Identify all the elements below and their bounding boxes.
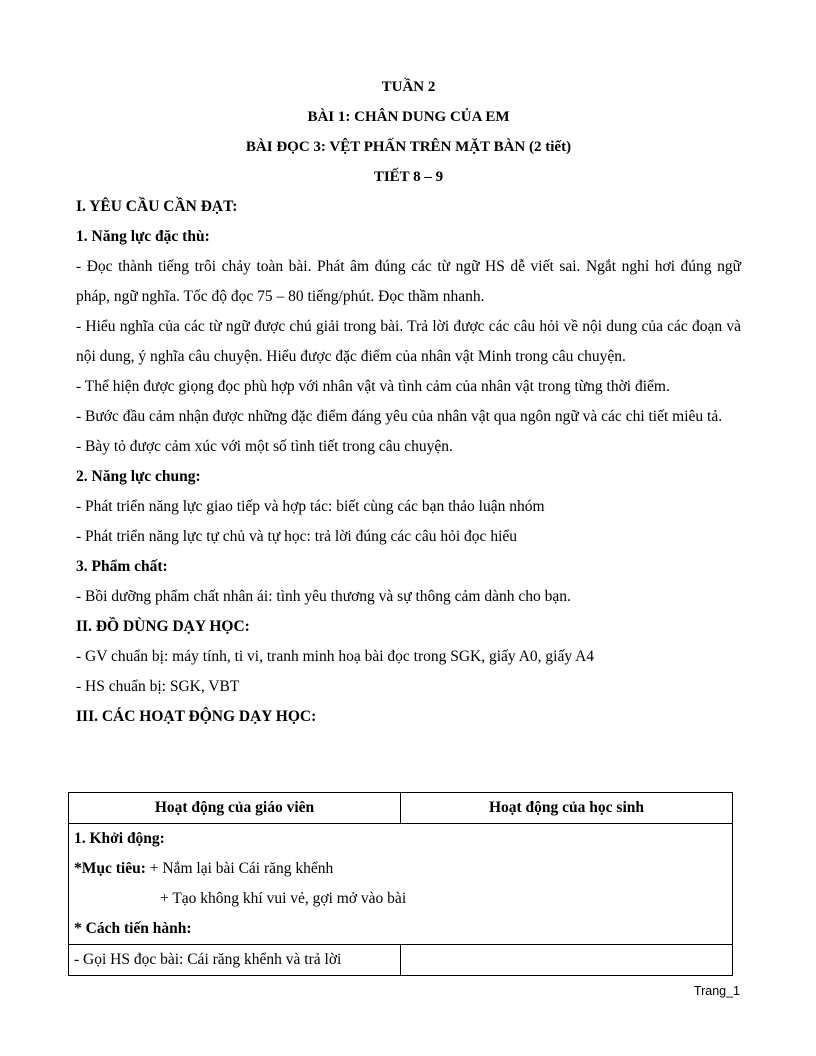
goal-line: [74, 854, 727, 884]
quality-item: - Bồi dưỡng phẩm chất nhân ái: tình yêu thương và sự thông cảm dành cho bạn.: [76, 588, 571, 605]
section3-title: III. CÁC HOẠT ĐỘNG DẠY HỌC:: [76, 708, 317, 725]
objective-item: - Hiểu nghĩa của các từ ngữ được chú giải trong bài. Trả lời được các câu hỏi về nội dung của các đoạn và nội dung, ý nghĩa câu chuyện. Hiểu được đặc điểm của nhân vật Minh trong câu chuyện.: [76, 318, 741, 365]
week-heading: TUẦN 2: [381, 79, 436, 95]
document-page: [76, 72, 741, 732]
competency-item: - Phát triển năng lực tự chủ và tự học: trả lời đúng các câu hỏi đọc hiểu: [76, 528, 518, 545]
goal-text-2: + Tạo không khí vui vẻ, gợi mở vào bài: [160, 890, 407, 907]
method-label: * Cách tiến hành:: [74, 920, 192, 937]
lesson-heading: BÀI 1: CHÂN DUNG CỦA EM: [307, 109, 510, 125]
competency-item: - Phát triển năng lực giao tiếp và hợp tác: biết cùng các bạn thảo luận nhóm: [76, 498, 545, 515]
section1-title: I. YÊU CẦU CẦN ĐẠT:: [76, 198, 238, 215]
material-item: - GV chuẩn bị: máy tính, ti vi, tranh minh hoạ bài đọc trong SGK, giấy A0, giấy A4: [76, 648, 595, 665]
reading-heading: BÀI ĐỌC 3: VỆT PHẤN TRÊN MẶT BÀN (2 tiết): [245, 139, 572, 155]
goal-text-1: + Nắm lại bài Cái răng khểnh: [145, 860, 334, 877]
subsection2-title: 2. Năng lực chung:: [76, 468, 201, 485]
periods-heading: TIẾT 8 – 9: [373, 169, 444, 185]
table-header-row: [69, 793, 733, 824]
objective-item: - Bày tỏ được cảm xúc với một số tình tiết trong câu chuyện.: [76, 438, 453, 455]
subsection1-title: 1. Năng lực đặc thù:: [76, 228, 210, 245]
activities-table: [68, 792, 733, 976]
objective-item: - Đọc thành tiếng trôi chảy toàn bài. Phát âm đúng các từ ngữ HS dễ viết sai. Ngắt nghỉ hơi đúng ngữ pháp, ngữ nghĩa. Tốc độ đọc 75 – 80 tiếng/phút. Đọc thầm nhanh.: [76, 258, 741, 305]
table-row: [69, 945, 733, 976]
teacher-column-header: Hoạt động của giáo viên: [69, 793, 401, 824]
section2-title: II. ĐỒ DÙNG DẠY HỌC:: [76, 618, 250, 635]
page-number: Trang_1: [693, 984, 740, 998]
objective-item: - Thể hiện được giọng đọc phù hợp với nhân vật và tình cảm của nhân vật trong từng thời điểm.: [76, 378, 670, 395]
student-column-header: Hoạt động của học sinh: [401, 793, 733, 824]
student-activity-cell: [401, 945, 733, 976]
teacher-activity-cell: - Gọi HS đọc bài: Cái răng khểnh và trả lời: [69, 945, 401, 976]
material-item: - HS chuẩn bị: SGK, VBT: [76, 678, 240, 695]
goal-label: *Mục tiêu:: [74, 860, 146, 877]
warmup-cell: [69, 824, 733, 945]
warmup-title: 1. Khởi động:: [74, 830, 165, 847]
subsection3-title: 3. Phẩm chất:: [76, 558, 168, 575]
table-row: [69, 824, 733, 945]
objective-item: - Bước đầu cảm nhận được những đặc điểm đáng yêu của nhân vật qua ngôn ngữ và các chi tiết miêu tả.: [76, 408, 723, 425]
